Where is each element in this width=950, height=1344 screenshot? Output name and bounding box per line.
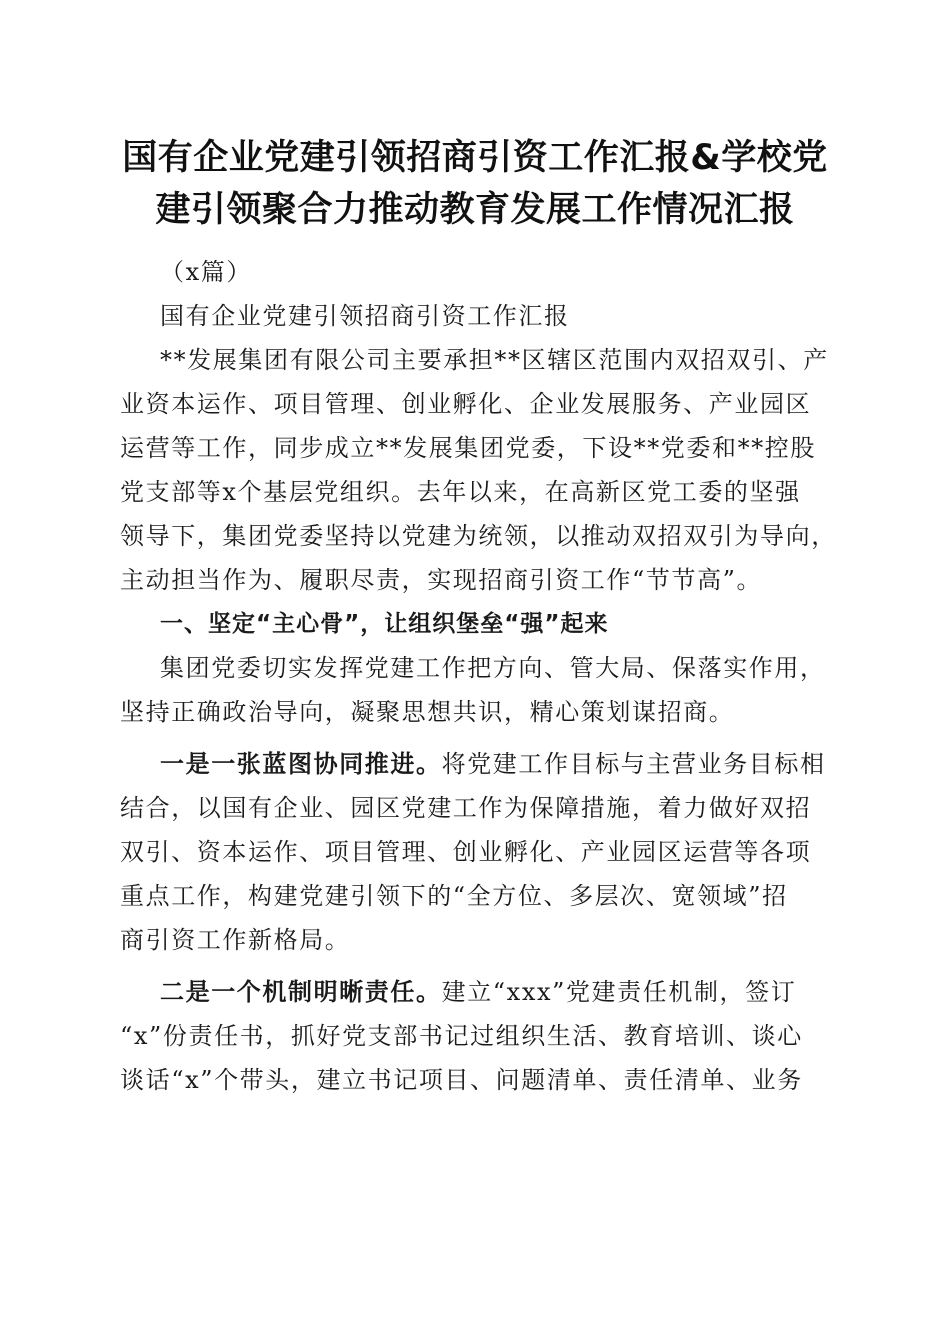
paragraph-line: “x”份责任书，抓好党支部书记过组织生活、教育培训、谈心 (120, 1022, 803, 1050)
paragraph-line: 谈话“x”个带头，建立书记项目、问题清单、责任清单、业务 (120, 1066, 803, 1094)
paragraph-line: 党支部等x个基层党组织。去年以来，在高新区党工委的坚强 (120, 478, 801, 506)
paragraph-line: 双引、资本运作、项目管理、创业孵化、产业园区运营等各项 (120, 838, 812, 866)
paragraph-line-rest: 将党建工作目标与主营业务目标相 (441, 750, 826, 778)
section-title: 国有企业党建引领招商引资工作汇报 (160, 302, 570, 330)
paragraph-line: 集团党委切实发挥党建工作把方向、管大局、保落实作用， (160, 654, 826, 682)
paragraph-line: 领导下，集团党委坚持以党建为统领，以推动双招双引为导向， (120, 522, 837, 550)
paragraph-2 (120, 646, 835, 734)
paragraph-lead: 二是一个机制明晰责任。 (160, 977, 442, 1006)
paragraph-line: 坚持正确政治导向，凝聚思想共识，精心策划谋招商。 (120, 698, 735, 726)
paragraph-intro (120, 338, 835, 602)
paragraph-line: 商引资工作新格局。 (120, 926, 351, 954)
subtitle: （x篇） (160, 258, 252, 286)
paragraph-line: 运营等工作，同步成立**发展集团党委，下设**党委和**控股 (120, 434, 816, 462)
heading-1: 一、坚定“主心骨”，让组织堡垒“强”起来 (160, 611, 609, 637)
paragraph-lead: 一是一张蓝图协同推进。 (160, 749, 442, 778)
paragraph-line: 结合，以国有企业、园区党建工作为保障措施，着力做好双招 (120, 794, 812, 822)
title-line-1: 国有企业党建引领招商引资工作汇报&学校党 (122, 138, 828, 178)
paragraph-line: 主动担当作为、履职尽责，实现招商引资工作“节节高”。 (120, 566, 763, 594)
paragraph-line: 业资本运作、项目管理、创业孵化、企业发展服务、产业园区 (120, 390, 812, 418)
title-line-2: 建引领聚合力推动教育发展工作情况汇报 (155, 190, 795, 230)
paragraph-line: **发展集团有限公司主要承担**区辖区范围内双招双引、产 (160, 346, 829, 374)
paragraph-line-rest: 建立“xxx”党建责任机制，签订 (441, 978, 797, 1006)
document-body (120, 250, 835, 1102)
paragraph-3 (120, 742, 835, 962)
paragraph-line: 重点工作，构建党建引领下的“全方位、多层次、宽领域”招 (120, 882, 788, 910)
paragraph-line (120, 970, 835, 1014)
paragraph-4 (120, 970, 835, 1102)
document-title (100, 132, 850, 236)
paragraph-line (120, 742, 835, 786)
